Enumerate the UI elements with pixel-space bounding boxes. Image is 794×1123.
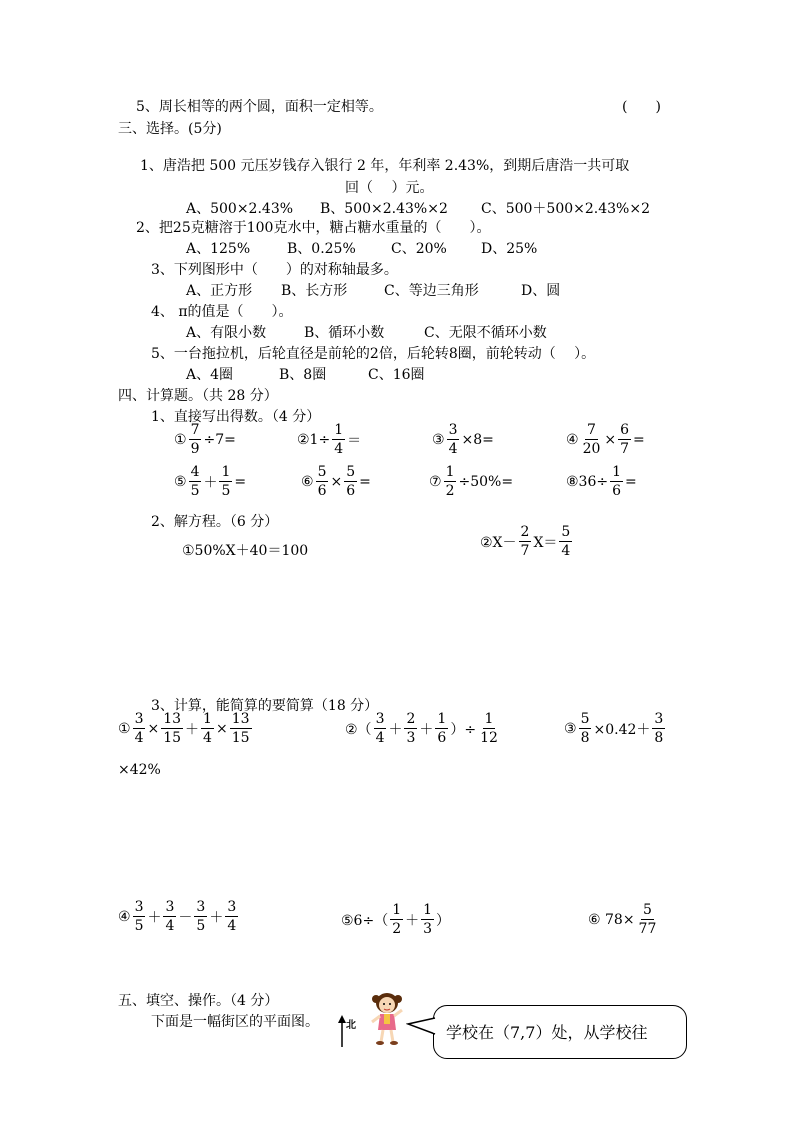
- girl-illustration: [366, 990, 408, 1046]
- direct-calc-5: ⑤ $\frac{4}{5}$ ＋ $\frac{1}{5}$ =: [174, 464, 247, 499]
- q3-3-option-b[interactable]: B、长方形: [281, 283, 348, 299]
- q3-3-option-a[interactable]: A、正方形: [186, 283, 253, 299]
- equation-2: ②X－ $\frac{2}{7}$ X＝ $\frac{5}{4}$: [480, 524, 571, 559]
- section-5-desc: 下面是一幅街区的平面图。: [151, 1014, 319, 1030]
- section-4-sub1: 1、直接写出得数。（4 分）: [151, 409, 321, 425]
- q3-2-option-b[interactable]: B、0.25%: [287, 241, 356, 257]
- section-4-sub3: 3、计算，能简算的要简算（18 分）: [151, 698, 379, 714]
- section-4-title: 四、计算题。（共 28 分）: [118, 388, 278, 404]
- direct-calc-8: ⑧36÷ $\frac{1}{6}$ =: [566, 464, 637, 499]
- equation-1: ①50%X＋40＝100: [182, 543, 309, 559]
- direct-calc-7: ⑦ $\frac{1}{2}$ ÷50%=: [429, 464, 514, 499]
- tf-item-5-text: 5、周长相等的两个圆，面积一定相等。: [136, 99, 383, 115]
- section-5-title: 五、填空、操作。（4 分）: [118, 993, 279, 1009]
- q3-1-option-c[interactable]: C、500＋500×2.43%×2: [481, 201, 650, 217]
- q3-2-text: 2、把25克糖溶于100克水中，糖占糖水重量的（ ）。: [136, 220, 491, 236]
- q3-3-text: 3、下列图形中（ ）的对称轴最多。: [151, 262, 398, 278]
- q3-2-option-a[interactable]: A、125%: [186, 241, 251, 257]
- q3-4-option-a[interactable]: A、有限小数: [186, 325, 267, 341]
- q3-4-text: 4、 π的值是（ ）。: [151, 304, 293, 320]
- direct-calc-2: ②1÷ $\frac{1}{4}$ ＝: [297, 422, 362, 457]
- speech-bubble: [433, 1005, 687, 1059]
- section-3-title: 三、选择。(5分): [118, 121, 222, 137]
- q3-3-option-c[interactable]: C、等边三角形: [384, 283, 479, 299]
- q3-5-option-a[interactable]: A、4圈: [186, 367, 234, 383]
- direct-calc-4: ④ $\frac{7}{20}$ × $\frac{6}{7}$ =: [566, 422, 645, 457]
- girl-icon: [366, 990, 408, 1046]
- section-4-sub2: 2、解方程。（6 分）: [151, 514, 279, 530]
- calc-5: ⑤6÷（ $\frac{1}{2}$ ＋ $\frac{1}{3}$ ）: [341, 902, 451, 937]
- calc-6: ⑥ 78× $\frac{5}{77}$: [588, 902, 657, 937]
- q3-2-option-c[interactable]: C、20%: [391, 241, 447, 257]
- north-label: 北: [346, 1020, 356, 1031]
- q3-5-option-c[interactable]: C、16圈: [368, 367, 425, 383]
- q3-4-option-c[interactable]: C、无限不循环小数: [424, 325, 547, 341]
- speech-bubble-text: 学校在（7,7）处，从学校往: [446, 1023, 648, 1042]
- q3-1-option-b[interactable]: B、500×2.43%×2: [320, 201, 448, 217]
- direct-calc-6: ⑥ $\frac{5}{6}$ × $\frac{5}{6}$ =: [301, 464, 371, 499]
- q3-5-text: 5、一台拖拉机，后轮直径是前轮的2倍，后轮转8圈，前轮转动（ ）。: [151, 346, 596, 362]
- q3-2-option-d[interactable]: D、25%: [481, 241, 538, 257]
- q3-1-line2: 回（ ）元。: [345, 180, 434, 196]
- calc-2: ②（ $\frac{3}{4}$ ＋ $\frac{2}{3}$ ＋ $\frac{1}{6}$ ）÷ $\frac{1}{12}$: [345, 711, 498, 746]
- direct-calc-3: ③ $\frac{3}{4}$ ×8=: [432, 422, 494, 457]
- q3-3-option-d[interactable]: D、圆: [521, 283, 561, 299]
- tf-item-5-answer-paren[interactable]: ( ): [622, 99, 661, 115]
- direct-calc-1: ① $\frac{7}{9}$ ÷7=: [174, 422, 236, 457]
- q3-5-option-b[interactable]: B、8圈: [279, 367, 327, 383]
- calc-3-tail: ×42%: [118, 762, 161, 778]
- q3-1-line1: 1、唐浩把 500 元压岁钱存入银行 2 年，年利率 2.43%，到期后唐浩一共可取: [140, 158, 630, 174]
- tf-item-5: [136, 96, 383, 116]
- calc-1: ① $\frac{3}{4}$ × $\frac{13}{15}$ ＋ $\frac{1}{4}$ × $\frac{13}{15}$: [118, 711, 250, 746]
- q3-4-option-b[interactable]: B、循环小数: [304, 325, 385, 341]
- speech-bubble-tail: [406, 1014, 436, 1040]
- q3-1-option-a[interactable]: A、500×2.43%: [186, 201, 294, 217]
- calc-4: ④ $\frac{3}{5}$ ＋ $\frac{3}{4}$ － $\frac{3}{5}$ ＋ $\frac{3}{4}$: [118, 899, 237, 934]
- calc-3: ③ $\frac{5}{8}$ ×0.42＋ $\frac{3}{8}$: [564, 711, 664, 746]
